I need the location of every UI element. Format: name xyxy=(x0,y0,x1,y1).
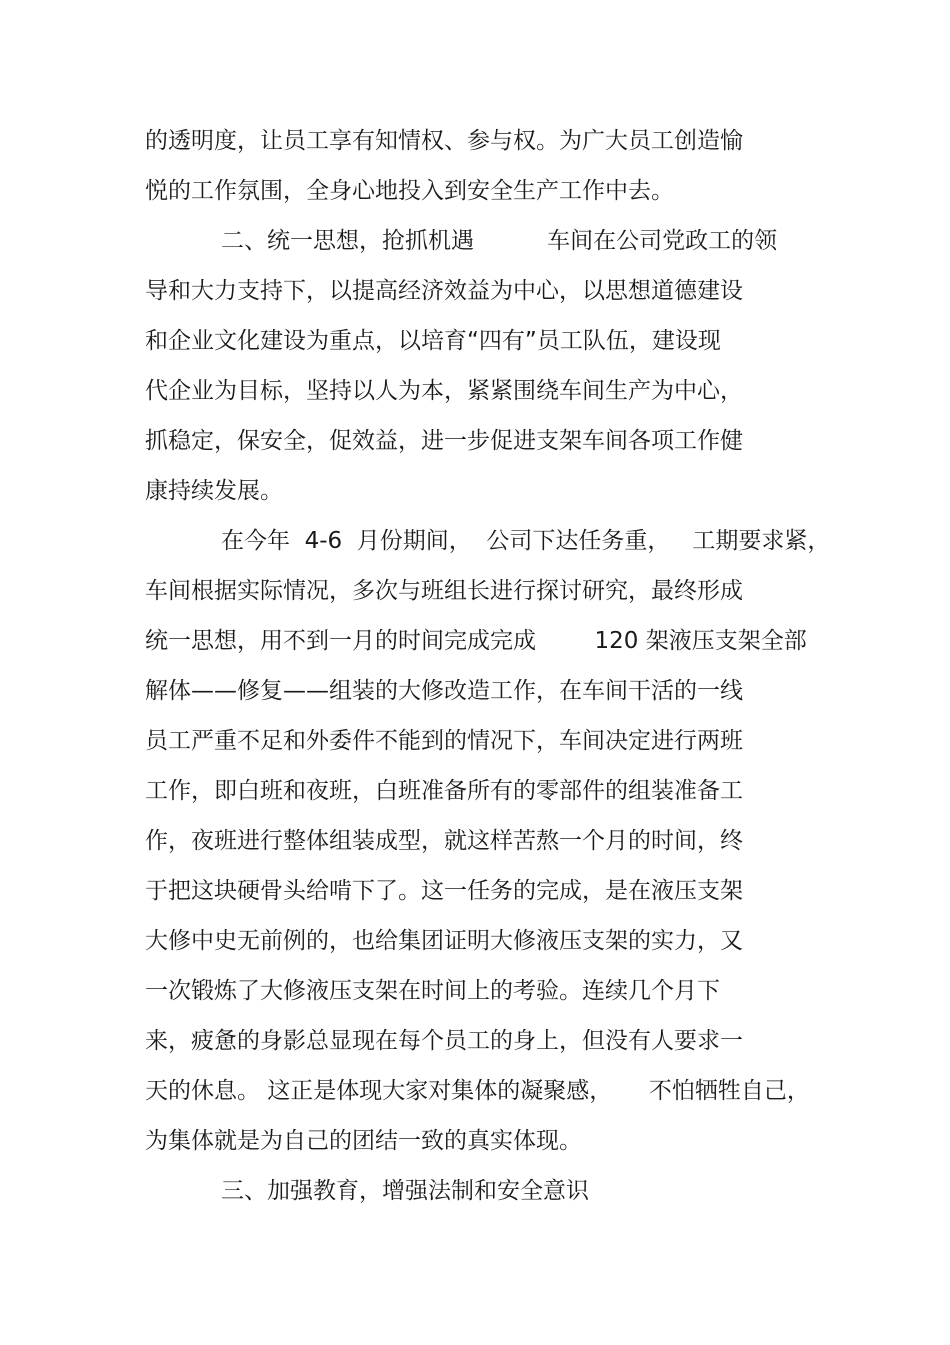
text-line-11: 统一思想，用不到一月的时间完成完成 120 架液压支架全部 xyxy=(145,628,807,654)
text-line-20: 天的休息。 这正是体现大家对集体的凝聚感， 不怕牺牲自己， xyxy=(145,1078,810,1104)
section-heading-2: 二、统一思想，抢抓机遇 车间在公司党政工的领 xyxy=(221,228,778,254)
text-line-17: 大修中史无前例的，也给集团证明大修液压支架的实力，又 xyxy=(145,928,743,954)
text-line-16: 于把这块硬骨头给啃下了。这一任务的完成，是在液压支架 xyxy=(145,878,743,904)
section-heading-3: 三、加强教育，增强法制和安全意识 xyxy=(221,1178,589,1204)
text-line-13: 员工严重不足和外委件不能到的情况下，车间决定进行两班 xyxy=(145,728,743,754)
text-line-21: 为集体就是为自己的团结一致的真实体现。 xyxy=(145,1128,582,1154)
text-line-14: 工作，即白班和夜班，白班准备所有的零部件的组装准备工 xyxy=(145,778,743,804)
text-line-15: 作，夜班进行整体组装成型，就这样苦熬一个月的时间，终 xyxy=(145,828,743,854)
paragraph-start: 在今年 4-6 月份期间， 公司下达任务重， 工期要求紧， xyxy=(221,528,831,554)
text-line-12: 解体——修复——组装的大修改造工作，在车间干活的一线 xyxy=(145,678,743,704)
text-line-19: 来，疲惫的身影总显现在每个员工的身上，但没有人要求一 xyxy=(145,1028,743,1054)
text-line-1: 的透明度，让员工享有知情权、参与权。为广大员工创造愉 xyxy=(145,128,743,154)
text-line-8: 康持续发展。 xyxy=(145,478,283,504)
text-line-7: 抓稳定，保安全，促效益，进一步促进支架车间各项工作健 xyxy=(145,428,743,454)
text-line-18: 一次锻炼了大修液压支架在时间上的考验。连续几个月下 xyxy=(145,978,720,1004)
text-line-5: 和企业文化建设为重点，以培育“四有”员工队伍，建设现 xyxy=(145,328,721,354)
text-line-4: 导和大力支持下，以提高经济效益为中心，以思想道德建设 xyxy=(145,278,743,304)
text-line-2: 悦的工作氛围，全身心地投入到安全生产工作中去。 xyxy=(145,178,674,204)
text-line-10: 车间根据实际情况，多次与班组长进行探讨研究，最终形成 xyxy=(145,578,743,604)
text-line-6: 代企业为目标，坚持以人为本，紧紧围绕车间生产为中心， xyxy=(145,378,743,404)
